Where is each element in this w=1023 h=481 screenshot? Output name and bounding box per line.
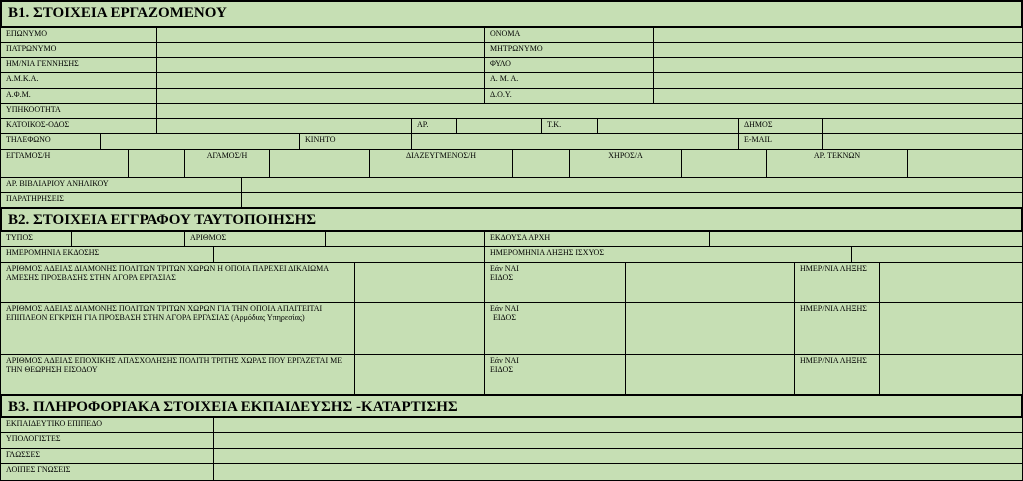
computers-label: ΥΠΟΛΟΓΙΣΤΕΣ: [0, 432, 214, 449]
father-name-field[interactable]: [156, 42, 485, 58]
mobile-field[interactable]: [411, 133, 739, 150]
afm-label: Α.Φ.Μ.: [0, 88, 157, 104]
issuing-authority-field[interactable]: [709, 231, 1023, 247]
divorced-label: ΔΙΑΖΕΥΓΜΕΝΟΣ/Η: [369, 149, 513, 178]
postal-code-label: Τ.Κ.: [541, 118, 598, 134]
citizenship-field[interactable]: [156, 103, 1023, 119]
married-field[interactable]: [128, 149, 185, 178]
permit-number-field[interactable]: [354, 302, 485, 355]
gender-label: ΦΥΛΟ: [484, 57, 654, 73]
permit-label: ΑΡΙΘΜΟΣ ΑΔΕΙΑΣ ΔΙΑΜΟΝΗΣ ΠΟΛΙΤΩΝ ΤΡΙΤΩΝ ΧΩΡΩΝ Η ΟΠΟΙΑ ΠΑΡΕΧΕΙ ΔΙΚΑΙΩΜΑ ΑΜΕΣΗΣ ΠΡΟΣΒΑΣΗΣ ΣΤΗΝ ΑΓΟΡΑ ΕΡΓΑΣΙΑΣ: [0, 262, 355, 303]
computers-field[interactable]: [213, 432, 1023, 449]
permit-yes-label: Εάν ΝΑΙ: [490, 356, 519, 365]
amka-field[interactable]: [156, 72, 485, 89]
mother-name-label: ΜΗΤΡΩΝΥΜΟ: [484, 42, 654, 58]
languages-field[interactable]: [213, 448, 1023, 464]
birth-date-label: ΗΜ/ΝΙΑ ΓΕΝΝΗΣΗΣ: [0, 57, 157, 73]
permit-kind-cell: [484, 262, 626, 303]
married-label: ΕΓΓΑΜΟΣ/Η: [0, 149, 129, 178]
issuing-authority-label: ΕΚΔΟΥΣΑ ΑΡΧΗ: [484, 231, 710, 247]
doy-label: Δ.Ο.Υ.: [484, 88, 654, 104]
address-number-label: ΑΡ.: [411, 118, 457, 134]
other-knowledge-label: ΛΟΙΠΕΣ ΓΝΩΣΕΙΣ: [0, 463, 214, 481]
other-knowledge-field[interactable]: [213, 463, 1023, 481]
education-level-field[interactable]: [213, 417, 1023, 433]
section-b1-title: B1. ΣΤΟΙΧΕΙΑ ΕΡΓΑΖΟΜΕΝΟΥ: [0, 0, 1023, 28]
permit-expiry-label: ΗΜΕΡ/ΝΙΑ ΛΗΞΗΣ: [794, 354, 880, 395]
permit-kind-label: ΕΙΔΟΣ: [493, 313, 516, 322]
afm-field[interactable]: [156, 88, 485, 104]
issue-date-field[interactable]: [213, 246, 485, 263]
phone-label: ΤΗΛΕΦΩΝΟ: [0, 133, 101, 150]
issue-date-label: ΗΜΕΡΟΜΗΝΙΑ ΕΚΔΟΣΗΣ: [0, 246, 214, 263]
mobile-label: ΚΙΝΗΤΟ: [299, 133, 412, 150]
permit-kind-field[interactable]: [625, 302, 795, 355]
doy-field[interactable]: [653, 88, 1023, 104]
children-field[interactable]: [907, 149, 1023, 178]
mother-name-field[interactable]: [653, 42, 1023, 58]
permit-expiry-field[interactable]: [879, 262, 1023, 303]
doc-type-label: ΤΥΠΟΣ: [0, 231, 72, 247]
section-b3-title: B3. ΠΛΗΡΟΦΟΡΙΑΚΑ ΣΤΟΙΧΕΙΑ ΕΚΠΑΙΔΕΥΣΗΣ -ΚΑΤΑΡΤΙΣΗΣ: [0, 394, 1023, 418]
permit-expiry-field[interactable]: [879, 302, 1023, 355]
ama-field[interactable]: [653, 72, 1023, 89]
permit-number-field[interactable]: [354, 262, 485, 303]
permit-yes-label: Εάν ΝΑΙ: [490, 264, 519, 273]
doc-number-field[interactable]: [325, 231, 485, 247]
phone-field[interactable]: [100, 133, 300, 150]
permit-expiry-label: ΗΜΕΡ/ΝΙΑ ΛΗΞΗΣ: [794, 262, 880, 303]
education-level-label: ΕΚΠΑΙΔΕΥΤΙΚΟ ΕΠΙΠΕΔΟ: [0, 417, 214, 433]
email-label: E-MAIL: [738, 133, 823, 150]
permit-expiry-label: ΗΜΕΡ/ΝΙΑ ΛΗΞΗΣ: [794, 302, 880, 355]
permit-label: ΑΡΙΘΜΟΣ ΑΔΕΙΑΣ ΕΠΟΧΙΚΗΣ ΑΠΑΣΧΟΛΗΣΗΣ ΠΟΛΙΤΗ ΤΡΙΤΗΣ ΧΩΡΑΣ ΠΟΥ ΕΡΓΑΖΕΤΑΙ ΜΕ ΤΗΝ ΘΕΩΡΗΣΗ ΕΙΣΟΔΟΥ: [0, 354, 355, 395]
permit-number-field[interactable]: [354, 354, 485, 395]
address-field[interactable]: [156, 118, 412, 134]
permit-kind-cell: [484, 354, 626, 395]
expiry-date-field[interactable]: [851, 246, 1023, 263]
permit-kind-cell: [484, 302, 626, 355]
municipality-field[interactable]: [822, 118, 1023, 134]
expiry-date-label: ΗΜΕΡΟΜΗΝΙΑ ΛΗΞΗΣ ΙΣΧΥΟΣ: [484, 246, 852, 263]
name-label: ΟΝΟΜΑ: [484, 27, 654, 43]
minor-booklet-field[interactable]: [241, 177, 1023, 193]
name-field[interactable]: [653, 27, 1023, 43]
doc-number-label: ΑΡΙΘΜΟΣ: [184, 231, 326, 247]
widowed-label: ΧΗΡΟΣ/Α: [569, 149, 682, 178]
permit-kind-field[interactable]: [625, 354, 795, 395]
remarks-field[interactable]: [241, 192, 1023, 208]
permit-kind-label: ΕΙΔΟΣ: [490, 365, 513, 374]
permit-kind-label: ΕΙΔΟΣ: [490, 273, 513, 282]
minor-booklet-label: ΑΡ. ΒΙΒΛΙΑΡΙΟΥ ΑΝΗΛΙΚΟΥ: [0, 177, 242, 193]
permit-yes-label: Εάν ΝΑΙ: [490, 304, 519, 313]
birth-date-field[interactable]: [156, 57, 485, 73]
ama-label: Α. Μ. Α.: [484, 72, 654, 89]
citizenship-label: ΥΠΗΚΟΟΤΗΤΑ: [0, 103, 157, 119]
remarks-label: ΠΑΡΑΤΗΡΗΣΕΙΣ: [0, 192, 242, 208]
divorced-field[interactable]: [512, 149, 570, 178]
permit-label: ΑΡΙΘΜΟΣ ΑΔΕΙΑΣ ΔΙΑΜΟΝΗΣ ΠΟΛΙΤΩΝ ΤΡΙΤΩΝ ΧΩΡΩΝ ΓΙΑ ΤΗΝ ΟΠΟΙΑ ΑΠΑΙΤΕΙΤΑΙ ΕΠΙΠΛΕΟΝ ΕΓΚΡΙΣΗ ΓΙΑ ΠΡΟΣΒΑΣΗ ΣΤΗΝ ΑΓΟΡΑ ΕΡΓΑΣΙΑΣ (Αρμόδιας Υπηρεσίας): [0, 302, 355, 355]
permit-kind-field[interactable]: [625, 262, 795, 303]
father-name-label: ΠΑΤΡΩΝΥΜΟ: [0, 42, 157, 58]
surname-label: ΕΠΩΝΥΜΟ: [0, 27, 157, 43]
widowed-field[interactable]: [681, 149, 767, 178]
address-number-field[interactable]: [456, 118, 542, 134]
doc-type-field[interactable]: [71, 231, 185, 247]
email-field[interactable]: [822, 133, 1023, 150]
surname-field[interactable]: [156, 27, 485, 43]
amka-label: Α.Μ.Κ.Α.: [0, 72, 157, 89]
address-label: ΚΑΤΟΙΚΟΣ-ΟΔΟΣ: [0, 118, 157, 134]
section-b2-title: B2. ΣΤΟΙΧΕΙΑ ΕΓΓΡΑΦΟΥ ΤΑΥΤΟΠΟΙΗΣΗΣ: [0, 207, 1023, 232]
gender-field[interactable]: [653, 57, 1023, 73]
languages-label: ΓΛΩΣΣΕΣ: [0, 448, 214, 464]
municipality-label: ΔΗΜΟΣ: [738, 118, 823, 134]
permit-expiry-field[interactable]: [879, 354, 1023, 395]
postal-code-field[interactable]: [597, 118, 739, 134]
single-label: ΑΓΑΜΟΣ/Η: [184, 149, 270, 178]
children-label: ΑΡ. ΤΕΚΝΩΝ: [766, 149, 908, 178]
single-field[interactable]: [269, 149, 370, 178]
